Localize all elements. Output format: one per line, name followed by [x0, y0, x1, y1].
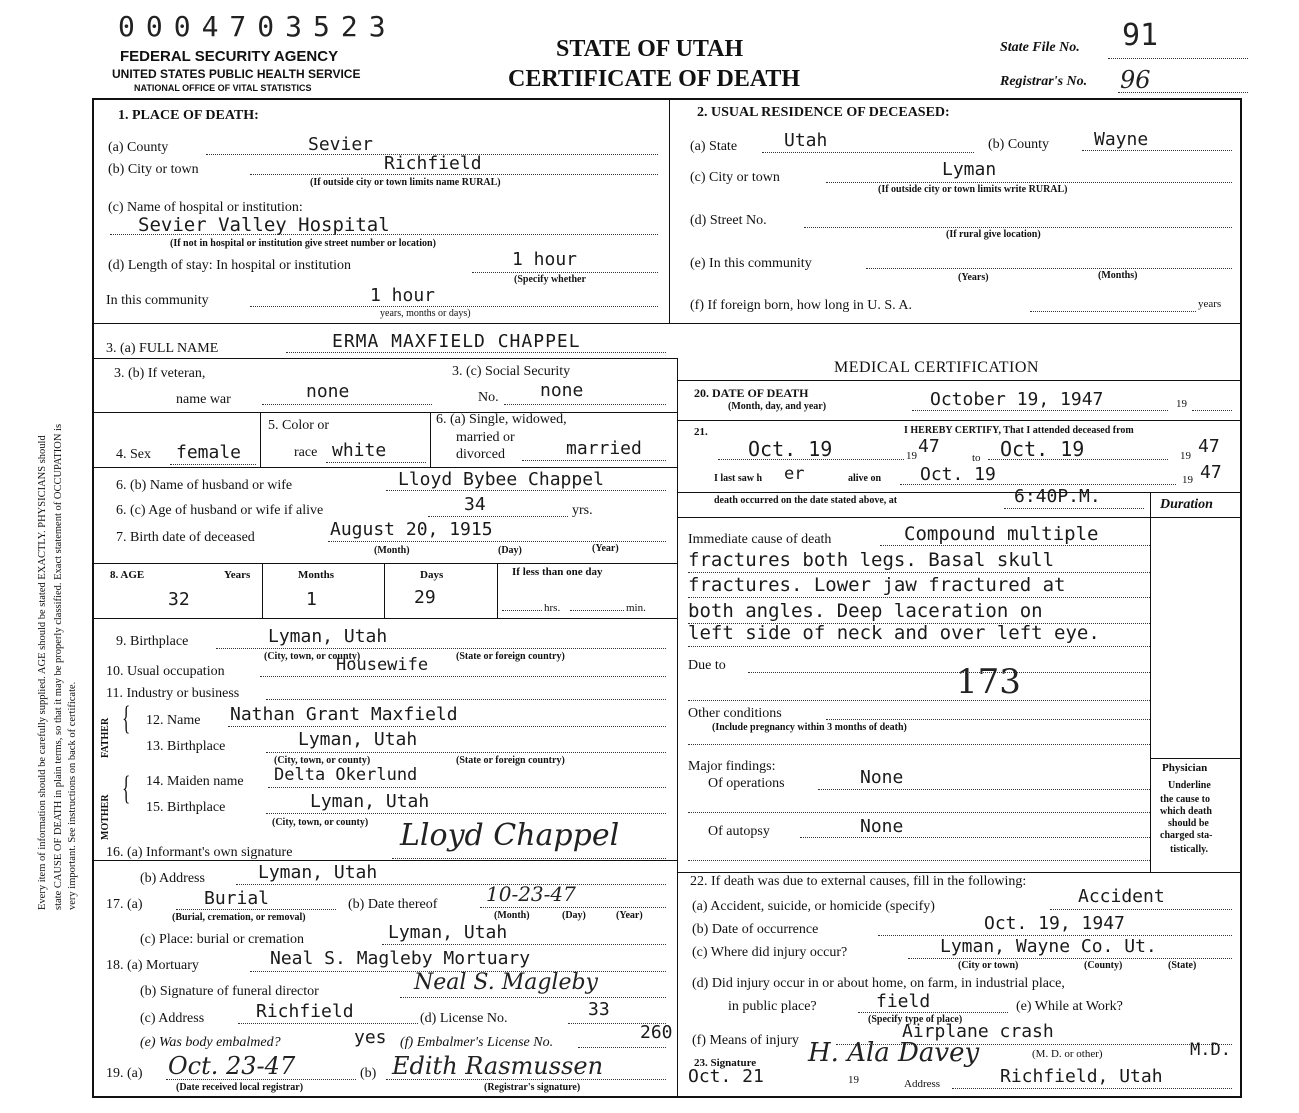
physician-address-label: Address: [904, 1078, 941, 1090]
occurrence-date-label: (b) Date of occurrence: [692, 922, 819, 937]
age-less-header: If less than one day: [512, 566, 603, 578]
age-days-value: 29: [414, 587, 436, 608]
residence-city-note: (If outside city or town limits write RURAL): [878, 184, 1068, 195]
sex-value: female: [176, 442, 242, 463]
document-title-state: STATE OF UTAH: [556, 36, 744, 62]
injury-city-note: (City or town): [958, 960, 1019, 971]
residence-state-label: (a) State: [690, 139, 738, 154]
mortuary-value: Neal S. Magleby Mortuary: [270, 948, 531, 969]
marital-status-value: married: [566, 438, 642, 459]
registrar-number: 96: [1120, 66, 1151, 94]
community-stay-value: 1 hour: [370, 285, 436, 306]
external-causes-heading: 22. If death was due to external causes, fill in the following:: [690, 874, 1027, 889]
other-conditions-note: (Include pregnancy within 3 months of death): [712, 722, 907, 733]
registrar-signature-label: (b): [360, 1066, 377, 1081]
hospital-value: Sevier Valley Hospital: [138, 214, 390, 236]
immediate-cause-line-2: fractures both legs. Basal skull: [688, 549, 1055, 571]
veteran-war-label: name war: [176, 392, 231, 407]
birthplace-state-note: (State or foreign country): [456, 651, 565, 662]
physician-note-6: charged sta-: [1160, 830, 1213, 841]
state-file-number: 91: [1122, 18, 1159, 53]
death-county-value: Sevier: [308, 134, 374, 155]
mother-maiden-name-value: Delta Okerlund: [274, 765, 418, 785]
document-title: CERTIFICATE OF DEATH: [508, 66, 801, 92]
instructions-line-2: state CAUSE OF DEATH in plain terms, so that it may be properly classified. Exact statement of OCCUPATION is: [53, 423, 64, 910]
veteran-label: 3. (b) If veteran,: [114, 366, 206, 381]
immediate-cause-line-4: both angles. Deep laceration on: [688, 600, 1043, 622]
operations-value: None: [860, 767, 904, 788]
physician-note-4: which death: [1160, 806, 1212, 817]
mother-brace: {: [122, 770, 131, 807]
means-of-injury-value: Airplane crash: [902, 1021, 1054, 1042]
public-place-label: in public place?: [728, 999, 817, 1014]
accident-type-label: (a) Accident, suicide, or homicide (specify): [692, 899, 935, 914]
embalmer-license-label: (f) Embalmer's License No.: [400, 1035, 554, 1050]
informant-label: 16. (a) Informant's own signature: [106, 845, 293, 860]
immediate-cause-line-3: fractures. Lower jaw fractured at: [688, 574, 1066, 596]
date-of-death-label: 20. DATE OF DEATH: [694, 386, 809, 400]
disposition-day-note: (Day): [562, 910, 586, 921]
father-birthplace-label: 13. Birthplace: [146, 739, 226, 754]
immediate-cause-label: Immediate cause of death: [688, 532, 832, 547]
disposition-date-value: 10-23-47: [486, 882, 576, 906]
father-birthplace-value: Lyman, Utah: [298, 729, 418, 750]
alive-on-label: alive on: [848, 473, 882, 484]
attended-from-value: Oct. 19: [748, 437, 833, 461]
race-label: race: [294, 445, 318, 460]
length-of-stay-value: 1 hour: [512, 249, 578, 270]
birth-date-label: 7. Birth date of deceased: [116, 530, 255, 545]
disposition-date-label: (b) Date thereof: [348, 897, 438, 912]
duration-header: Duration: [1160, 497, 1213, 512]
residence-street-label: (d) Street No.: [690, 213, 767, 228]
cause-code: 173: [956, 662, 1021, 702]
injury-place-label: (d) Did injury occur in or about home, on farm, in industrial place,: [692, 976, 1065, 991]
age-months-value: 1: [306, 589, 317, 610]
birthplace-city-note: (City, town, or county): [264, 651, 361, 662]
occurrence-date-value: Oct. 19, 1947: [984, 913, 1125, 934]
residence-city-value: Lyman: [942, 159, 997, 180]
spouse-age-value: 34: [464, 494, 486, 515]
last-saw-century: 19: [1182, 474, 1193, 486]
death-city-value: Richfield: [384, 153, 482, 174]
occupation-label: 10. Usual occupation: [106, 664, 225, 679]
community-stay-note: years, months or days): [380, 308, 471, 319]
death-city-label: (b) City or town: [108, 162, 199, 177]
embalmer-license-value: 260: [640, 1022, 673, 1043]
full-name-label: 3. (a) FULL NAME: [106, 341, 219, 356]
occupation-value: Housewife: [336, 655, 429, 675]
injury-state-note: (State): [1168, 960, 1197, 971]
autopsy-value: None: [860, 816, 904, 837]
medical-certification-heading: MEDICAL CERTIFICATION: [834, 359, 1039, 376]
mother-maiden-name-label: 14. Maiden name: [146, 774, 244, 789]
autopsy-label: Of autopsy: [708, 824, 770, 839]
father-birthplace-state-note: (State or foreign country): [456, 755, 565, 766]
birth-year-note: (Year): [592, 543, 619, 554]
foreign-born-label: (f) If foreign born, how long in U. S. A.: [690, 298, 913, 313]
physician-note-2: Underline: [1168, 780, 1211, 791]
mother-side-label: MOTHER: [100, 794, 111, 840]
while-at-work-label: (e) While at Work?: [1016, 999, 1123, 1014]
age-days-header: Days: [420, 569, 444, 581]
residence-state-value: Utah: [784, 130, 828, 151]
place-of-death-heading: 1. PLACE OF DEATH:: [118, 108, 259, 123]
funeral-director-label: (b) Signature of funeral director: [140, 984, 319, 999]
veteran-value: none: [306, 381, 350, 402]
age-years-value: 32: [168, 589, 190, 610]
informant-address-value: Lyman, Utah: [258, 862, 378, 883]
last-saw-year: 47: [1200, 462, 1222, 483]
other-conditions-label: Other conditions: [688, 706, 782, 721]
disposition-month-note: (Month): [494, 910, 530, 921]
last-saw-pronoun: er: [784, 464, 805, 484]
social-security-value: none: [540, 380, 584, 401]
race-value: white: [332, 440, 387, 461]
marital-status-label: 6. (a) Single, widowed,: [436, 412, 567, 427]
injury-place-value: field: [876, 991, 931, 1012]
date-of-death-century: 19: [1176, 398, 1187, 410]
full-name-value: ERMA MAXFIELD CHAPPEL: [332, 331, 581, 352]
instructions-line-1: Every item of information should be carefully supplied. AGE should be stated EXACTLY. PHYSICIANS should: [37, 435, 48, 910]
funeral-director-signature: Neal S. Magleby: [414, 970, 598, 995]
embalmed-label: (e) Was body embalmed?: [140, 1035, 281, 1050]
stay-specify-note: (Specify whether: [514, 274, 586, 285]
physician-signature: H. Ala Davey: [808, 1038, 980, 1068]
injury-location-label: (c) Where did injury occur?: [692, 945, 848, 960]
spouse-age-unit: yrs.: [572, 503, 593, 518]
attended-to-century: 19: [1180, 450, 1191, 462]
operations-label: Of operations: [708, 776, 785, 791]
informant-signature: Lloyd Chappel: [400, 818, 620, 853]
physician-note-7: tistically.: [1170, 844, 1209, 855]
disposition-label: 17. (a): [106, 897, 143, 912]
physician-note-3: the cause to: [1160, 794, 1210, 805]
marital-married-label: married or: [456, 430, 515, 445]
accident-type-value: Accident: [1078, 886, 1165, 907]
residence-city-label: (c) City or town: [690, 170, 780, 185]
marital-divorced-label: divorced: [456, 447, 505, 462]
birth-date-value: August 20, 1915: [330, 519, 493, 540]
age-months-header: Months: [298, 569, 335, 581]
father-birthplace-city-note: (City, town, or county): [274, 755, 371, 766]
time-of-death-value: 6:40P.M.: [1014, 486, 1101, 507]
social-security-no-label: No.: [478, 390, 499, 405]
spouse-name-value: Lloyd Bybee Chappel: [398, 469, 604, 490]
signature-date-value: Oct. 21: [688, 1066, 764, 1087]
death-city-note: (If outside city or town limits name RURAL): [310, 177, 501, 188]
signature-label: 23. Signature: [694, 1057, 757, 1069]
license-value: 33: [588, 999, 610, 1020]
state-file-label: State File No.: [1000, 40, 1080, 55]
date-of-death-value: October 19, 1947: [930, 389, 1104, 410]
residence-county-label: (b) County: [988, 137, 1050, 152]
physician-address-value: Richfield, Utah: [1000, 1066, 1163, 1087]
mortuary-label: 18. (a) Mortuary: [106, 958, 199, 973]
license-label: (d) License No.: [420, 1011, 508, 1026]
mortuary-address-label: (c) Address: [140, 1011, 205, 1026]
community-stay-label: In this community: [106, 293, 209, 308]
date-received-label: 19. (a): [106, 1066, 143, 1081]
father-name-value: Nathan Grant Maxfield: [230, 704, 458, 725]
birth-day-note: (Day): [498, 545, 522, 556]
due-to-label: Due to: [688, 658, 726, 673]
place-type-note: (Specify type of place): [868, 1014, 963, 1025]
embalmed-value: yes: [354, 1027, 387, 1048]
age-label: 8. AGE: [110, 569, 145, 581]
mother-birthplace-value: Lyman, Utah: [310, 791, 430, 812]
mother-birthplace-city-note: (City, town, or county): [272, 817, 369, 828]
industry-label: 11. Industry or business: [106, 686, 240, 701]
attended-to-value: Oct. 19: [1000, 437, 1085, 461]
physician-note-1: Physician: [1162, 762, 1208, 774]
means-of-injury-label: (f) Means of injury: [692, 1033, 799, 1048]
sex-label: 4. Sex: [116, 447, 151, 462]
disposition-note: (Burial, cremation, or removal): [172, 912, 306, 923]
residence-heading: 2. USUAL RESIDENCE OF DECEASED:: [697, 105, 950, 120]
md-value: M.D.: [1190, 1040, 1231, 1060]
mortuary-address-value: Richfield: [256, 1001, 354, 1022]
certify-number: 21.: [694, 426, 708, 438]
disposition-year-note: (Year): [616, 910, 643, 921]
signature-date-century: 19: [848, 1074, 859, 1086]
mother-birthplace-label: 15. Birthplace: [146, 800, 226, 815]
hospital-note: (If not in hospital or institution give street number or location): [170, 238, 436, 249]
last-saw-alive-date: Oct. 19: [920, 464, 996, 485]
attended-to-year: 47: [1198, 436, 1220, 457]
residence-county-value: Wayne: [1094, 129, 1149, 150]
date-of-death-format-note: (Month, day, and year): [728, 401, 827, 412]
father-name-label: 12. Name: [146, 713, 201, 728]
agency-line-3: NATIONAL OFFICE OF VITAL STATISTICS: [134, 83, 312, 93]
father-side-label: FATHER: [100, 717, 111, 758]
registrar-number-label: Registrar's No.: [1000, 74, 1088, 89]
length-of-stay-label: (d) Length of stay: In hospital or institution: [108, 258, 352, 273]
injury-location-value: Lyman, Wayne Co. Ut.: [940, 936, 1157, 957]
disposition-value: Burial: [204, 888, 270, 909]
attended-from-century: 19: [906, 450, 917, 462]
md-label: (M. D. or other): [1032, 1048, 1103, 1060]
registrar-signature: Edith Rasmussen: [392, 1052, 604, 1080]
residence-community-label: (e) In this community: [690, 256, 812, 271]
father-brace: {: [122, 700, 131, 737]
agency-line-1: FEDERAL SECURITY AGENCY: [120, 48, 339, 65]
last-saw-label: I last saw h: [714, 473, 763, 484]
instructions-line-3: very important. See instructions on back of certificate.: [67, 681, 78, 910]
registrar-signature-note: (Registrar's signature): [484, 1082, 581, 1093]
agency-line-2: UNITED STATES PUBLIC HEALTH SERVICE: [112, 67, 361, 81]
injury-county-note: (County): [1084, 960, 1123, 971]
physician-note-5: should be: [1168, 818, 1209, 829]
certificate-serial-number: 0004703523: [118, 10, 397, 43]
burial-place-label: (c) Place: burial or cremation: [140, 932, 305, 947]
attended-from-year: 47: [918, 436, 940, 457]
death-occurred-label: death occurred on the date stated above, at: [714, 495, 898, 506]
hospital-label: (c) Name of hospital or institution:: [108, 200, 303, 215]
date-received-note: (Date received local registrar): [176, 1082, 304, 1093]
major-findings-label: Major findings:: [688, 759, 776, 774]
date-received-value: Oct. 23-47: [168, 1052, 296, 1080]
social-security-label: 3. (c) Social Security: [452, 364, 571, 379]
attended-to-label: to: [972, 452, 981, 464]
immediate-cause-line-5: left side of neck and over left eye.: [688, 622, 1100, 644]
certify-statement: I HEREBY CERTIFY, That I attended deceased from: [904, 425, 1134, 436]
informant-address-label: (b) Address: [140, 871, 205, 886]
residence-months-note: (Months): [1098, 270, 1138, 281]
immediate-cause-line-1: Compound multiple: [904, 523, 1099, 545]
age-minutes-label: min.: [626, 602, 646, 614]
birthplace-value: Lyman, Utah: [268, 626, 388, 647]
foreign-born-years: years: [1198, 298, 1222, 310]
burial-place-value: Lyman, Utah: [388, 922, 508, 943]
residence-street-note: (If rural give location): [946, 229, 1041, 240]
spouse-name-label: 6. (b) Name of husband or wife: [116, 478, 293, 493]
residence-years-note: (Years): [958, 272, 989, 283]
spouse-age-label: 6. (c) Age of husband or wife if alive: [116, 503, 324, 518]
age-years-header: Years: [224, 569, 251, 581]
birth-month-note: (Month): [374, 545, 410, 556]
age-hours-label: hrs.: [544, 602, 561, 614]
birthplace-label: 9. Birthplace: [116, 634, 189, 649]
death-county-label: (a) County: [108, 140, 169, 155]
color-race-label: 5. Color or: [268, 418, 330, 433]
